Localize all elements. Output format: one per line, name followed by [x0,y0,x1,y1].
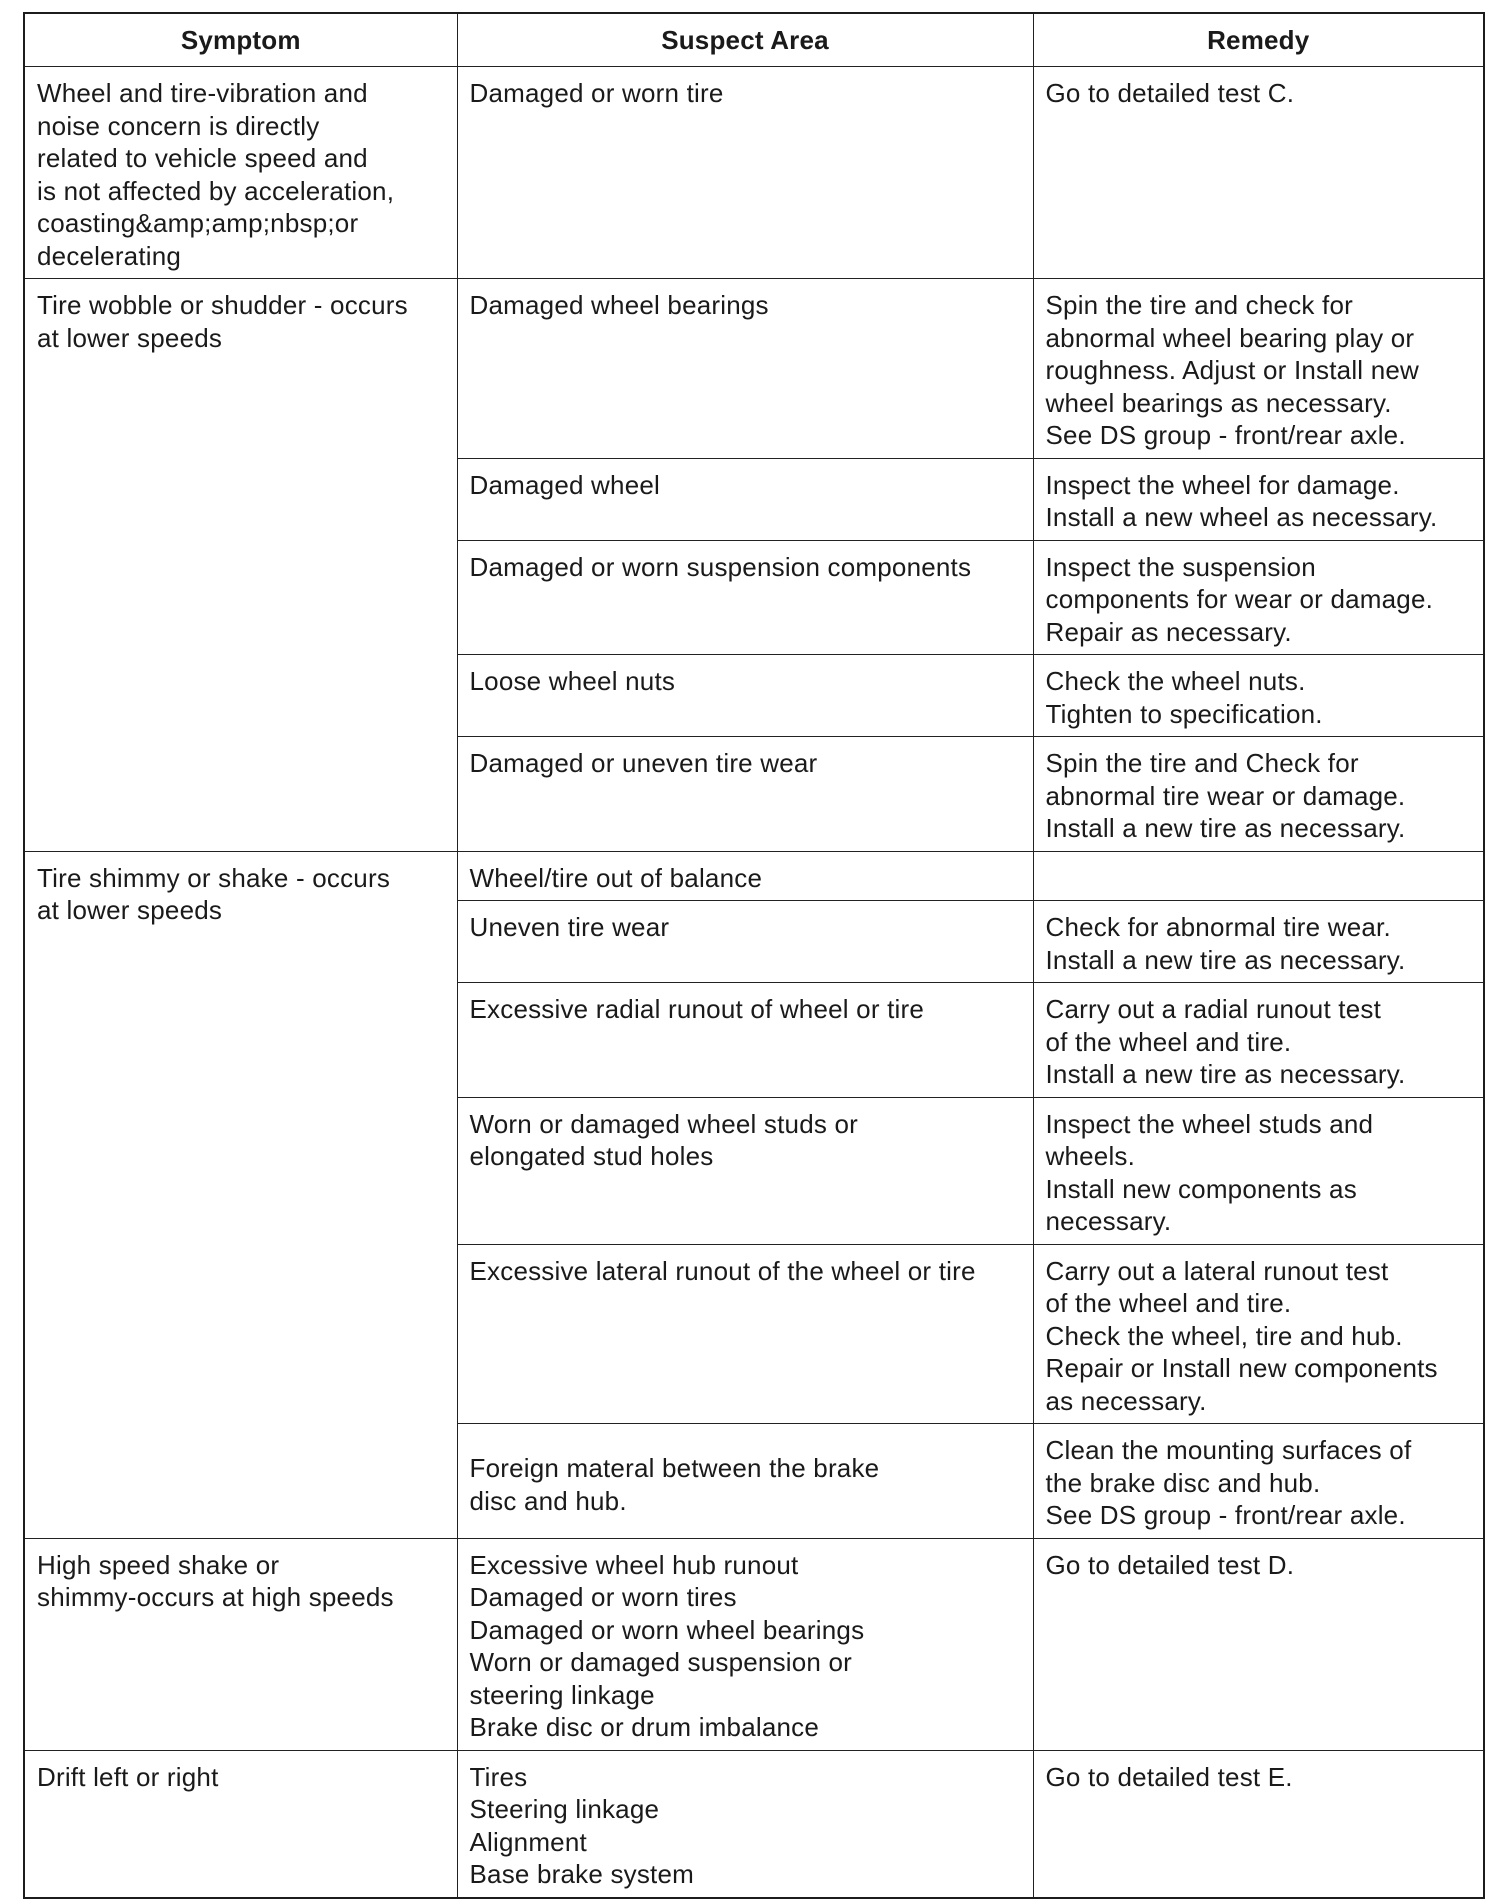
suspect-area-cell [457,1750,1033,1898]
remedy-cell [1033,1244,1484,1424]
remedy-cell [1033,458,1484,540]
remedy-cell-line: Install a new tire as necessary. [1045,944,1406,975]
remedy-cell [1033,655,1484,737]
symptom-cell [24,1750,457,1898]
remedy-cell-line: Install a new wheel as necessary. [1045,502,1438,532]
remedy-cell-line: roughness. Adjust or Install new [1045,355,1419,385]
remedy-cell-line: Inspect the suspension [1045,551,1316,582]
suspect-area-cell-line: Damaged or worn tire [469,78,724,108]
suspect-area-cell-line: Tires [469,1761,528,1792]
symptom-cell-line: decelerating [37,240,182,271]
remedy-cell-line: of the wheel and tire. [1045,1026,1292,1057]
remedy-cell-line: See DS group - front/rear axle. [1045,420,1406,450]
remedy-cell-line: Spin the tire and Check for [1045,748,1359,778]
remedy-cell-line: See DS group - front/rear axle. [1045,1500,1406,1530]
suspect-area-cell-line: disc and hub. [469,1485,627,1516]
table-row [24,279,1484,459]
remedy-cell-line: Repair as necessary. [1045,616,1292,647]
diagnosis-table [23,12,1485,1899]
suspect-area-cell-line: Steering linkage [469,1794,660,1824]
remedy-cell-line: abnormal tire wear or damage. [1045,780,1406,811]
table-header-row [24,13,1484,67]
symptom-cell-line: High speed shake or [37,1549,280,1580]
suspect-area-cell-line: Damaged wheel [469,469,660,500]
symptom-cell-line: Tire shimmy or shake - occurs [37,862,391,893]
table-row [24,1750,1484,1898]
remedy-cell [1033,901,1484,983]
suspect-area-cell [457,67,1033,279]
symptom-cell [24,851,457,1538]
table-body [24,67,1484,1898]
suspect-area-cell-line: steering linkage [469,1679,655,1710]
column-header-remedy: Remedy [1033,13,1484,67]
suspect-area-cell [457,1244,1033,1424]
suspect-area-cell [457,901,1033,983]
suspect-area-cell-line: Excessive radial runout of wheel or tire [469,994,925,1024]
symptom-cell [24,67,457,279]
remedy-cell [1033,983,1484,1098]
suspect-area-cell-line: Damaged wheel bearings [469,290,769,320]
symptom-cell-line: Tire wobble or shudder - occurs [37,290,408,320]
suspect-area-cell [457,1424,1033,1539]
remedy-cell-line: Check the wheel nuts. [1045,666,1306,696]
remedy-cell-line: of the wheel and tire. [1045,1288,1292,1318]
symptom-cell-line: at lower speeds [37,322,223,353]
suspect-area-cell [457,458,1033,540]
remedy-cell-line: Carry out a lateral runout test [1045,1255,1389,1286]
remedy-cell-line: Clean the mounting surfaces of [1045,1435,1412,1465]
remedy-cell-line: Spin the tire and check for [1045,290,1353,320]
remedy-cell-line: Carry out a radial runout test [1045,994,1381,1024]
table-row [24,851,1484,901]
remedy-cell-line: Tighten to specification. [1045,698,1323,729]
symptom-cell [24,1538,457,1750]
remedy-cell [1033,737,1484,852]
suspect-area-cell [457,279,1033,459]
suspect-area-cell-line: Foreign materal between the brake [469,1453,880,1483]
suspect-area-cell-line: Damaged or worn tires [469,1582,737,1612]
remedy-cell-line: Check for abnormal tire wear. [1045,912,1391,942]
suspect-area-cell [457,1097,1033,1244]
remedy-cell [1033,1424,1484,1539]
symptom-cell [24,279,457,852]
suspect-area-cell-line: Uneven tire wear [469,912,670,942]
suspect-area-cell [457,983,1033,1098]
remedy-cell [1033,540,1484,655]
suspect-area-cell-line: Excessive lateral runout of the wheel or tire [469,1255,976,1286]
suspect-area-cell [457,540,1033,655]
suspect-area-cell [457,1538,1033,1750]
suspect-area-cell-line: Damaged or uneven tire wear [469,748,818,778]
remedy-cell-line: wheels. [1045,1141,1136,1171]
suspect-area-cell-line: Base brake system [469,1859,694,1889]
symptom-cell-line: Drift left or right [37,1761,219,1792]
suspect-area-cell-line: Excessive wheel hub runout [469,1549,799,1580]
table-row [24,67,1484,279]
suspect-area-cell-line: Wheel/tire out of balance [469,862,763,893]
remedy-cell-line: Go to detailed test E. [1045,1761,1293,1792]
suspect-area-cell-line: Alignment [469,1826,587,1857]
suspect-area-cell-line: Worn or damaged suspension or [469,1647,853,1677]
remedy-cell-line: the brake disc and hub. [1045,1467,1321,1498]
remedy-cell [1033,1750,1484,1898]
suspect-area-cell [457,851,1033,901]
remedy-cell [1033,1097,1484,1244]
suspect-area-cell-line: Damaged or worn wheel bearings [469,1614,865,1645]
suspect-area-cell-line: Worn or damaged wheel studs or [469,1108,858,1139]
remedy-cell-line: components for wear or damage. [1045,584,1434,614]
suspect-area-cell-line: elongated stud holes [469,1141,714,1171]
remedy-cell-line: Go to detailed test C. [1045,78,1295,108]
remedy-cell-line: Inspect the wheel for damage. [1045,469,1400,500]
suspect-area-cell-line: Loose wheel nuts [469,666,676,696]
symptom-cell-line: Wheel and tire-vibration and [37,78,368,108]
suspect-area-cell [457,737,1033,852]
symptom-cell-line: at lower speeds [37,895,223,925]
column-header-symptom: Symptom [24,13,457,67]
suspect-area-cell-line: Brake disc or drum imbalance [469,1712,820,1742]
remedy-cell-line: abnormal wheel bearing play or [1045,322,1415,353]
symptom-cell-line: related to vehicle speed and [37,143,368,173]
suspect-area-cell [457,655,1033,737]
symptom-cell-line: is not affected by acceleration, [37,175,395,206]
remedy-cell [1033,1538,1484,1750]
remedy-cell-line: Inspect the wheel studs and [1045,1108,1374,1139]
remedy-cell-line: Install new components as [1045,1173,1357,1204]
symptom-cell-line: noise concern is directly [37,110,320,141]
symptom-cell-line: coasting&amp;amp;nbsp;or [37,208,359,238]
remedy-cell-line: as necessary. [1045,1385,1207,1416]
remedy-cell [1033,67,1484,279]
remedy-cell [1033,279,1484,459]
remedy-cell-line: Repair or Install new components [1045,1353,1438,1383]
remedy-cell-line: necessary. [1045,1206,1172,1236]
table-row [24,1538,1484,1750]
column-header-suspect-area: Suspect Area [457,13,1033,67]
symptom-cell-line: shimmy-occurs at high speeds [37,1582,394,1612]
remedy-cell-line: Install a new tire as necessary. [1045,813,1406,843]
remedy-cell-line: wheel bearings as necessary. [1045,387,1392,418]
remedy-cell-line: Check the wheel, tire and hub. [1045,1320,1403,1351]
remedy-cell-line: Go to detailed test D. [1045,1549,1295,1580]
remedy-cell [1033,851,1484,901]
suspect-area-cell-line: Damaged or worn suspension components [469,551,972,582]
remedy-cell-line: Install a new tire as necessary. [1045,1059,1406,1089]
